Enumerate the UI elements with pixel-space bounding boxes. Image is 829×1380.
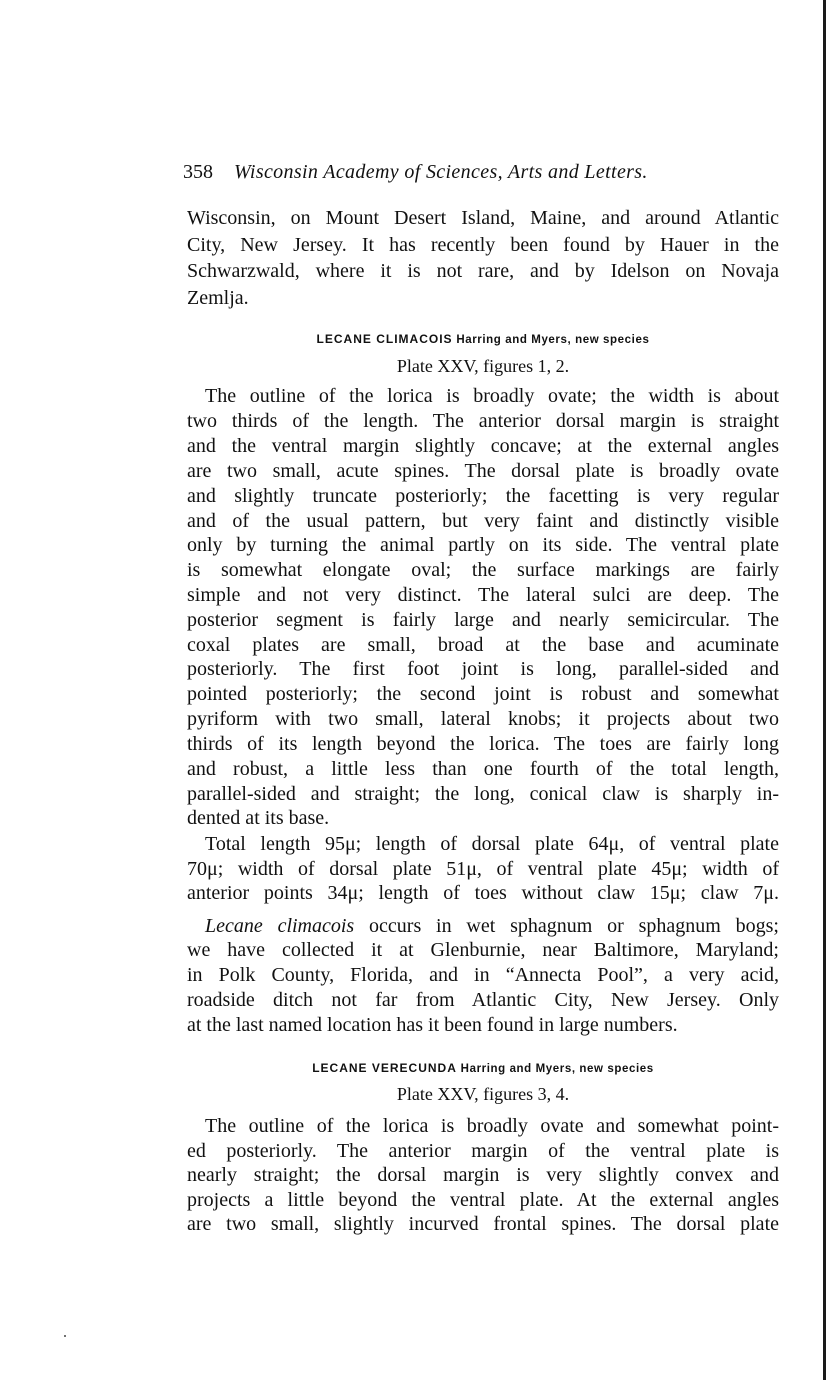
- species-name: LECANE VERECUNDA: [312, 1061, 457, 1075]
- description-line: projects a little beyond the ventral plate. At the external angles: [187, 1189, 779, 1211]
- distribution-text: occurs in wet sphagnum or sphagnum bogs;: [354, 915, 779, 937]
- description-line: two thirds of the length. The anterior dorsal margin is straight: [187, 410, 779, 432]
- distribution-line: we have collected it at Glenburnie, near Baltimore, Maryland;: [187, 939, 779, 961]
- page-number: 358: [183, 161, 213, 183]
- species-authority: Harring and Myers, new species: [460, 1063, 654, 1075]
- species-italic-name: Lecane climacois: [205, 915, 355, 937]
- distribution-line: roadside ditch not far from Atlantic City, New Jersey. Only: [187, 989, 779, 1011]
- species-name: LECANE CLIMACOIS: [316, 332, 453, 346]
- description-line: pyriform with two small, lateral knobs; it projects about two: [187, 708, 779, 730]
- description-line: and slightly truncate posteriorly; the facetting is very regular: [187, 485, 779, 507]
- description-line: posterior segment is fairly large and nearly semicircular. The: [187, 609, 779, 631]
- plate-reference: Plate XXV, figures 3, 4.: [396, 1084, 570, 1104]
- description-line: pointed posteriorly; the second joint is robust and somewhat: [187, 683, 779, 705]
- intro-line: City, New Jersey. It has recently been found by Hauer in the: [187, 234, 779, 256]
- scan-speck: [64, 1335, 66, 1337]
- measurement-line: anterior points 34μ; length of toes without claw 15μ; claw 7μ.: [187, 882, 779, 904]
- description-line: ed posteriorly. The anterior margin of the ventral plate is: [187, 1140, 779, 1162]
- species-heading-climacois: [187, 331, 779, 348]
- description-line: is somewhat elongate oval; the surface markings are fairly: [187, 559, 779, 581]
- description-line: nearly straight; the dorsal margin is very slightly convex and: [187, 1164, 779, 1186]
- distribution-line: in Polk County, Florida, and in “Annecta Pool”, a very acid,: [187, 964, 779, 986]
- intro-line: Wisconsin, on Mount Desert Island, Maine, and around Atlantic: [187, 207, 779, 229]
- distribution-line: [205, 914, 779, 938]
- description-line: are two small, slightly incurved frontal spines. The dorsal plate: [187, 1213, 779, 1235]
- description-line: and the ventral margin slightly concave; at the external angles: [187, 435, 779, 457]
- description-line: and robust, a little less than one fourth of the total length,: [187, 758, 779, 780]
- description-line: parallel-sided and straight; the long, conical claw is sharply in-: [187, 783, 779, 805]
- measurement-line: Total length 95μ; length of dorsal plate 64μ, of ventral plate: [205, 833, 779, 855]
- description-line: simple and not very distinct. The lateral sulci are deep. The: [187, 584, 779, 606]
- description-line: thirds of its length beyond the lorica. The toes are fairly long: [187, 733, 779, 755]
- species-heading-verecunda: [187, 1060, 779, 1077]
- intro-line: Schwarzwald, where it is not rare, and by Idelson on Novaja: [187, 260, 779, 282]
- species-authority: Harring and Myers, new species: [456, 334, 650, 346]
- intro-line: Zemlja.: [187, 287, 249, 309]
- page-edge-rule: [823, 0, 826, 1380]
- measurement-line: 70μ; width of dorsal plate 51μ, of ventral plate 45μ; width of: [187, 858, 779, 880]
- description-line: only by turning the animal partly on its side. The ventral plate: [187, 534, 779, 556]
- description-line: and of the usual pattern, but very faint and distinctly visible: [187, 510, 779, 532]
- description-line: coxal plates are small, broad at the base and acuminate: [187, 634, 779, 656]
- description-line: The outline of the lorica is broadly ovate and somewhat point-: [205, 1115, 779, 1137]
- description-line: dented at its base.: [187, 807, 330, 829]
- description-line: posteriorly. The first foot joint is long, parallel-sided and: [187, 658, 779, 680]
- description-line: The outline of the lorica is broadly ovate; the width is about: [205, 385, 779, 407]
- distribution-line: at the last named location has it been found in large numbers.: [187, 1014, 678, 1036]
- running-header: [183, 160, 783, 184]
- journal-title: Wisconsin Academy of Sciences, Arts and Letters.: [234, 161, 648, 183]
- plate-reference: Plate XXV, figures 1, 2.: [396, 356, 570, 376]
- description-line: are two small, acute spines. The dorsal plate is broadly ovate: [187, 460, 779, 482]
